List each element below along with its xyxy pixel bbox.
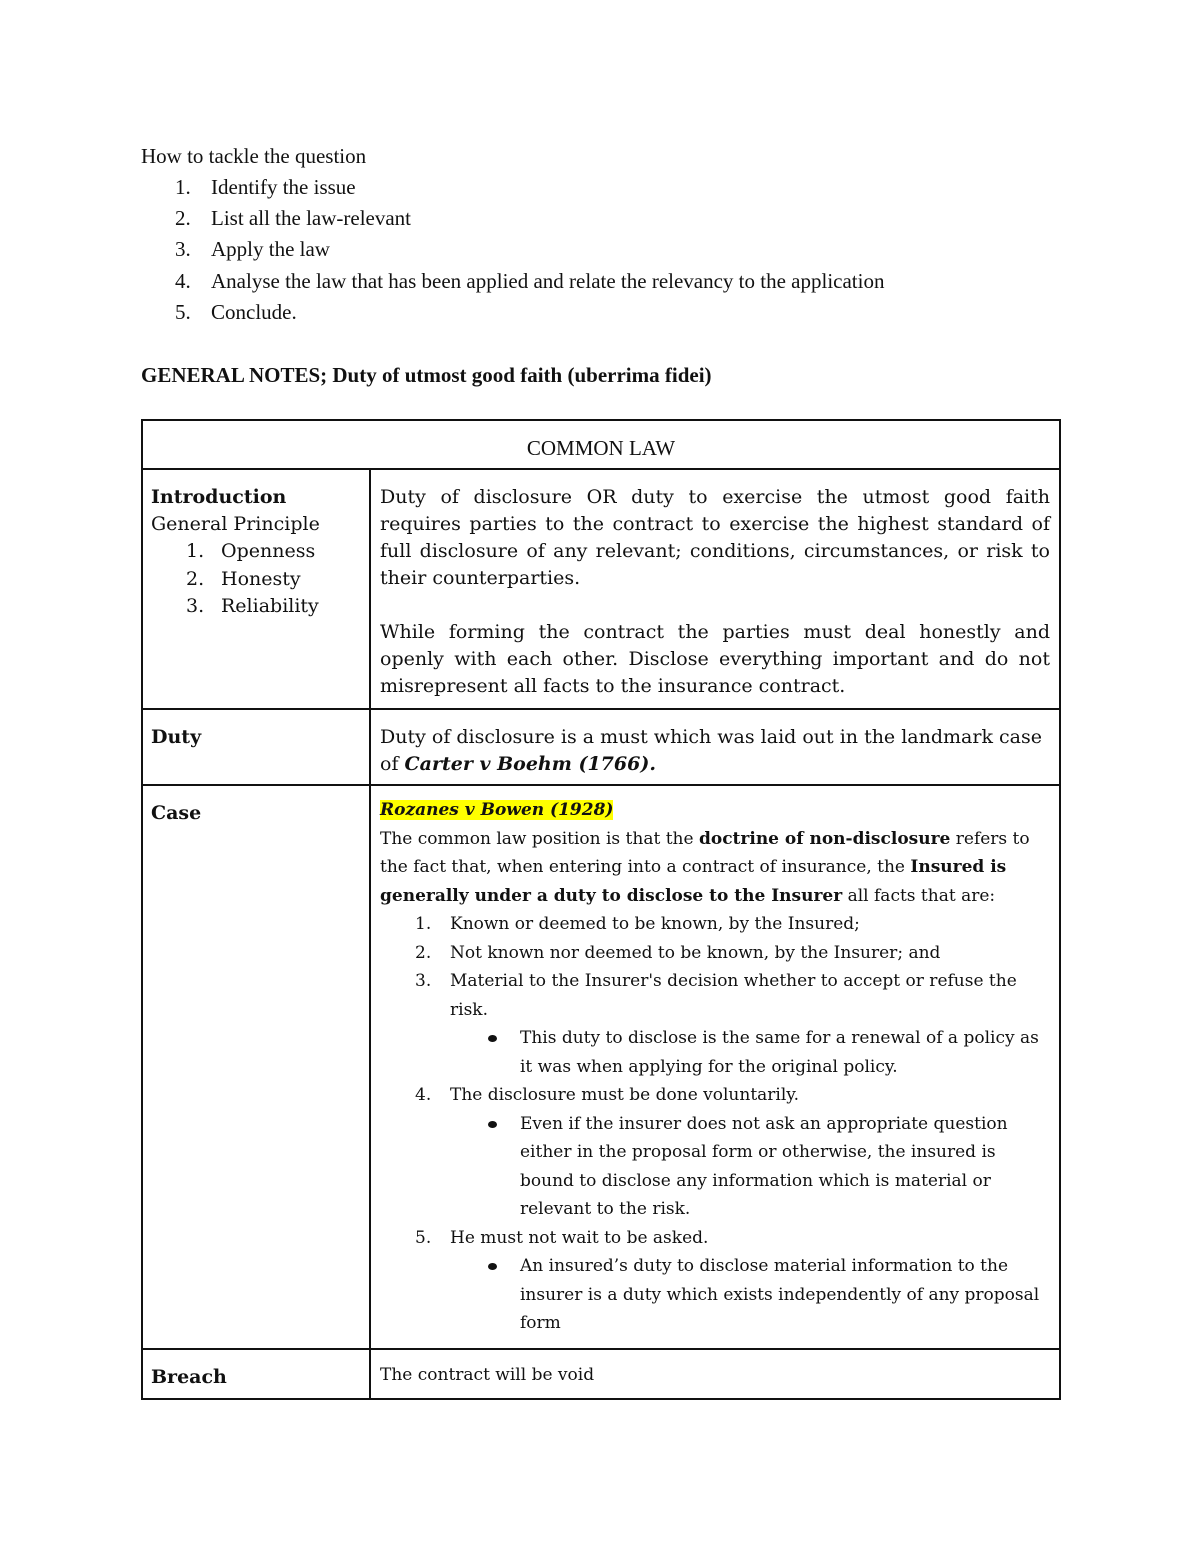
duty-cell: [151, 724, 361, 751]
breach-content: [380, 1361, 1050, 1390]
list-item-text: Openness: [221, 540, 316, 562]
list-item: [151, 593, 361, 621]
table-title: COMMON LAW: [526, 436, 676, 460]
column-divider: [369, 470, 371, 1398]
bullet-item: [380, 1110, 1050, 1224]
list-number: 3.: [175, 237, 191, 262]
list-number: 5.: [415, 1227, 432, 1248]
introduction-paragraph: While forming the contract the parties must deal honestly and openly with each other. Disclose everything important and do not misrepresent all facts to the insurance contract.: [380, 621, 1050, 697]
list-item-text: Apply the law: [211, 237, 330, 262]
duty-label: Duty: [151, 726, 202, 748]
list-item: [380, 910, 1050, 939]
case-cell: [151, 800, 361, 827]
list-item: [141, 203, 884, 234]
breach-label: Breach: [151, 1366, 227, 1388]
list-item: [380, 939, 1050, 968]
bullet-item: [380, 1024, 1050, 1081]
list-number: 3.: [415, 971, 432, 991]
list-item-text: List all the law-relevant: [211, 206, 412, 231]
case-intro-bold: doctrine of non-disclosure: [698, 828, 951, 849]
introduction-content: [380, 484, 1050, 700]
list-item: [380, 1081, 1050, 1110]
bullet-list: [380, 1110, 1050, 1224]
bullet-icon: [488, 1035, 497, 1042]
list-item: [151, 538, 361, 566]
duty-text: Duty of disclosure is a must which was laid out in the landmark case of: [380, 726, 1042, 775]
principles-list: [151, 538, 361, 621]
list-item: [141, 234, 884, 265]
table-divider: [143, 708, 1059, 710]
list-number: 2.: [415, 942, 432, 963]
case-intro-text: refers to the fact that, when entering into a contract of insurance, the: [380, 828, 1030, 877]
general-notes-heading: GENERAL NOTES; Duty of utmost good faith (uberrima fidei): [141, 363, 712, 387]
bullet-icon: [488, 1121, 497, 1128]
list-number: 1.: [175, 175, 191, 199]
disclosure-list: [380, 1224, 1050, 1253]
list-item-text: He must not wait to be asked.: [450, 1227, 709, 1248]
disclosure-list: [380, 910, 1050, 1024]
list-number: 2.: [175, 206, 191, 231]
list-item: [141, 297, 884, 328]
table-divider: [143, 1348, 1059, 1350]
list-item: [141, 266, 884, 297]
list-number: 3.: [186, 595, 205, 617]
bullet-list: [380, 1024, 1050, 1081]
list-item-text: The disclosure must be done voluntarily.: [450, 1085, 800, 1105]
list-number: 1.: [415, 914, 432, 934]
list-item: [380, 967, 1050, 1024]
highlighted-case-title: Rozanes v Bowen (1928): [380, 800, 614, 820]
list-number: 1.: [186, 540, 205, 562]
breach-text: The contract will be void: [380, 1365, 595, 1385]
list-item: [141, 172, 884, 203]
bullet-text: Even if the insurer does not ask an appropriate question either in the proposal form or otherwise, the insured is bound to disclose any information which is material or relevant to the risk.: [520, 1113, 1008, 1219]
common-law-table: [141, 419, 1061, 1400]
list-number: 2.: [186, 567, 205, 590]
list-number: 5.: [175, 299, 191, 324]
intro-heading: How to tackle the question: [141, 144, 367, 168]
introduction-cell: [151, 484, 361, 621]
list-item-text: Reliability: [221, 595, 319, 617]
list-item-text: Known or deemed to be known, by the Insured;: [450, 914, 860, 934]
case-intro-text: all facts that are:: [842, 885, 996, 906]
list-item-text: Not known nor deemed to be known, by the Insurer; and: [450, 942, 941, 963]
introduction-label: Introduction: [151, 486, 287, 508]
list-number: 4.: [415, 1085, 432, 1105]
case-citation: Carter v Boehm (1766).: [404, 753, 656, 775]
case-content: [380, 796, 1050, 1338]
case-intro-text: The common law position is that the: [380, 828, 699, 849]
steps-list: [141, 172, 884, 328]
general-principle-label: General Principle: [151, 513, 320, 535]
case-intro-bold: Insured is generally under a duty to disclose to the Insurer: [380, 857, 1007, 906]
bullet-icon: [488, 1263, 497, 1270]
list-item: [151, 566, 361, 594]
table-divider: [143, 784, 1059, 786]
list-item-text: Material to the Insurer's decision whether to accept or refuse the risk.: [450, 971, 1017, 1020]
list-number: 4.: [175, 268, 191, 293]
disclosure-list: [380, 1081, 1050, 1110]
duty-content: [380, 724, 1050, 778]
list-item-text: Analyse the law that has been applied and relate the relevancy to the application: [211, 268, 885, 293]
bullet-item: [380, 1252, 1050, 1338]
case-intro: [380, 825, 1050, 911]
case-label: Case: [151, 802, 202, 824]
breach-cell: [151, 1364, 361, 1391]
list-item-text: Conclude.: [211, 299, 297, 324]
list-item-text: Identify the issue: [211, 175, 356, 199]
bullet-list: [380, 1252, 1050, 1338]
bullet-text: This duty to disclose is the same for a renewal of a policy as it was when applying for the original policy.: [520, 1028, 1039, 1077]
bullet-text: An insured’s duty to disclose material information to the insurer is a duty which exists independently of any proposal form: [520, 1256, 1040, 1333]
list-item: [380, 1224, 1050, 1253]
list-item-text: Honesty: [221, 567, 301, 590]
introduction-paragraph: Duty of disclosure OR duty to exercise the utmost good faith requires parties to the contract to exercise the highest standard of full disclosure of any relevant; conditions, circumstances, or risk to their counterparties.: [380, 486, 1050, 589]
